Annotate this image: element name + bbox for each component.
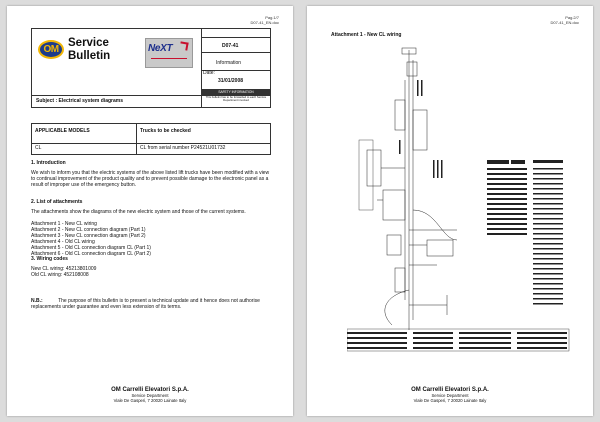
list-intro: The attachments show the diagrams of the new electric system and those of the current systems. [31,209,246,215]
next-logo [145,38,193,68]
intro-title: 1. Introduction [31,160,66,166]
footer [7,387,293,403]
footer-company: OM Carrelli Elevatori S.p.A. [411,387,489,393]
footer-company: OM Carrelli Elevatori S.p.A. [111,387,189,393]
footer [307,387,593,403]
codes-section [31,256,271,278]
list-item: Attachment 2 - New CL connection diagram (Part 1) [31,227,146,233]
applicable-models-header: APPLICABLE MODELS [35,128,90,134]
doc-ref: D07-41_EN.doc [550,20,579,25]
page-number-block [551,15,579,25]
list-item: Attachment 4 - Old CL wiring [31,239,95,245]
attachment-title: Attachment 1 - New CL wiring [331,32,402,38]
list-item: Attachment 6 - Old CL connection diagram CL (Part 2) [31,251,151,257]
nb-text: The purpose of this bulletin is to present a technical update and it hence does not authorise replacements under guarantee and even less extension of its terms. [31,298,260,310]
om-logo: OM [38,40,64,59]
footer-department: Service Department [431,393,469,398]
applicable-models-table [31,123,271,155]
nb-section [31,298,271,310]
safety-note: This bulletin has to be forwarded to each Service Department involved [205,95,267,103]
attachments-section [31,199,271,257]
attachment-list [31,221,271,257]
bulletin-date: 31/01/2008 [218,78,244,84]
nb-label: N.B.: [31,298,43,304]
intro-section [31,160,271,188]
footer-address: Viale De Gasperi, 7 20020 Lainate Italy [113,398,187,403]
code-new: New CL wiring: 45213801009 [31,266,97,272]
next-logo-text: NeXT [148,43,173,54]
model-cell: CL [35,145,42,151]
page-2 [307,6,593,416]
intro-text: We wish to inform you that the electric systems of the above listed lift trucks have been modified with a view to continual improvement of the product quality and to prevent possible damage to the electronic panel as a result of improper use of the emergency button. [31,170,270,188]
code-old: Old CL wiring: 452108008 [31,272,89,278]
footer-department: Service Department [131,393,169,398]
list-title: 2. List of attachments [31,199,83,205]
footer-address: Viale De Gasperi, 7 20020 Lainate Italy [413,398,487,403]
page-1 [7,6,293,416]
codes-title: 3. Wiring codes [31,256,68,262]
list-item: Attachment 3 - New CL connection diagram (Part 2) [31,233,146,239]
list-item: Attachment 1 - New CL wiring [31,221,97,227]
bulletin-header [31,28,271,108]
list-item: Attachment 5 - Old CL connection diagram CL (Part 1) [31,245,151,251]
bulletin-title: Service Bulletin [68,37,111,62]
date-label: Date: [203,70,215,76]
bulletin-number: D07-41 [222,43,239,49]
serial-cell: CL from serial number P24521U01732 [140,145,226,151]
subject: Subject : Electrical system diagrams [36,98,123,104]
page-number: Pag.2/7 [565,15,579,20]
page-number: Pag.1/7 [265,15,279,20]
page-number-block [251,15,279,25]
wiring-diagram [347,40,577,360]
doc-ref: D07-41_EN.doc [250,20,279,25]
safety-label: SAFETY INFORMATION [202,90,270,95]
trucks-header: Trucks to be checked [140,128,191,134]
bulletin-category: Information [216,60,242,66]
